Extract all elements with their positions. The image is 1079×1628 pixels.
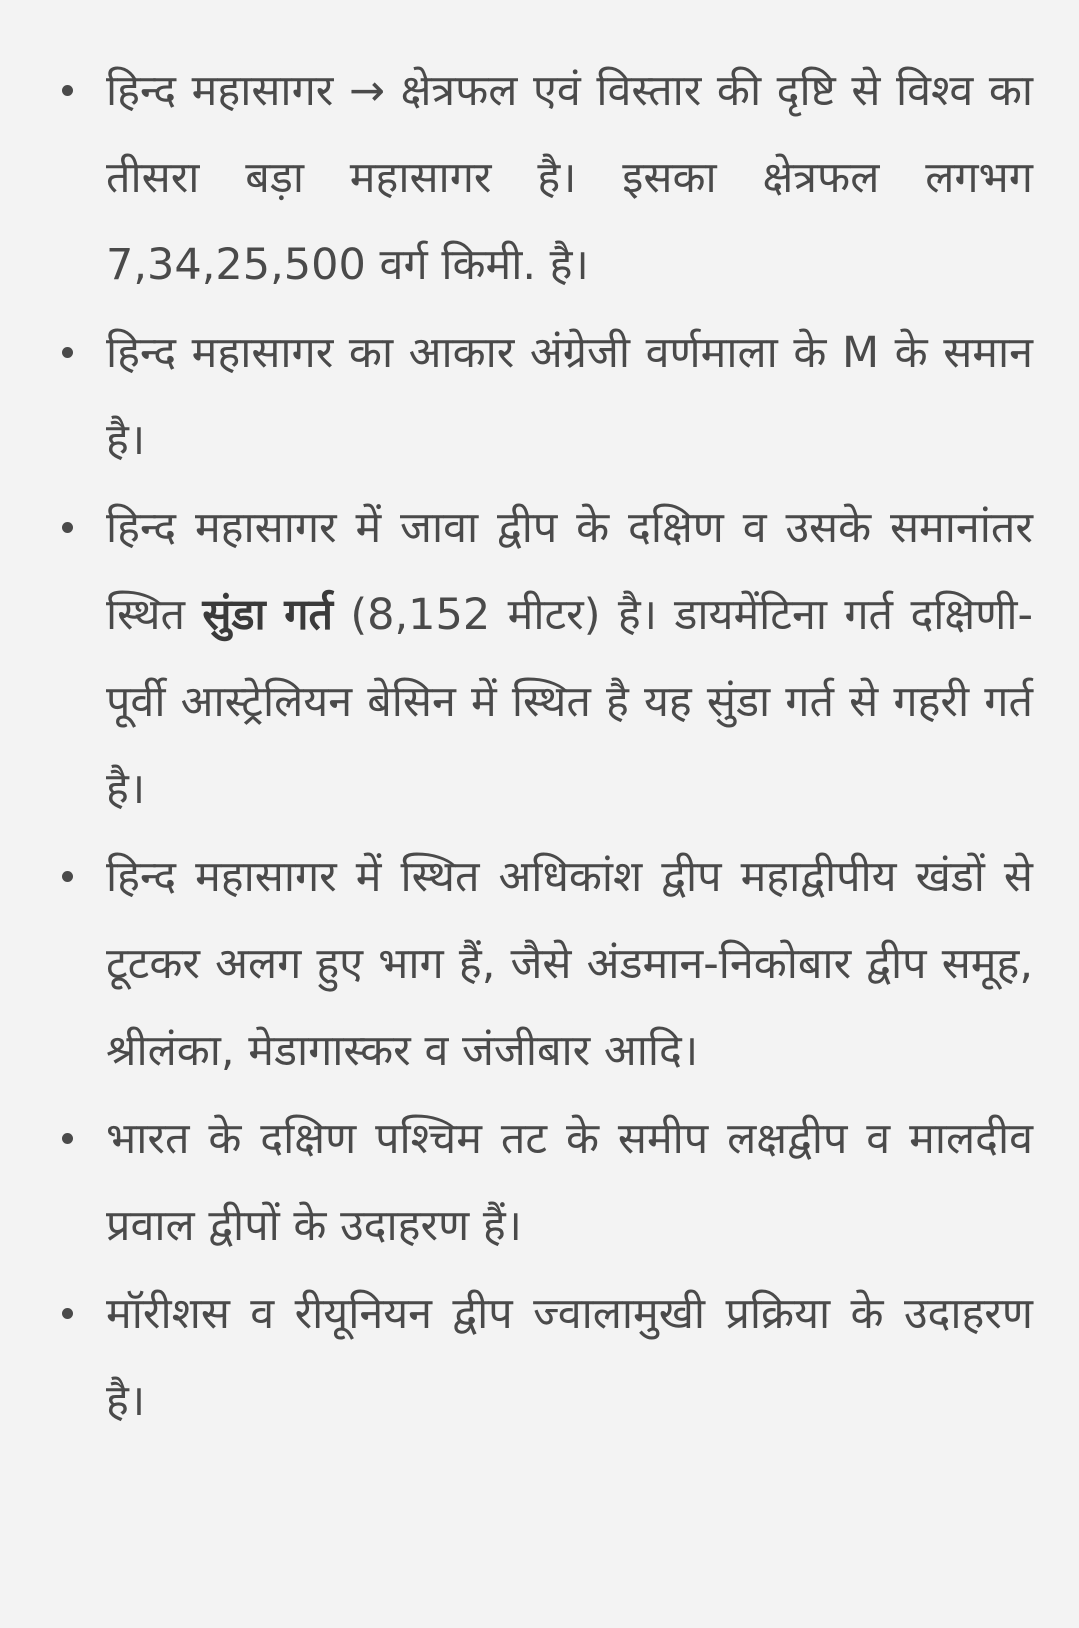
list-item-continental-islands bbox=[58, 834, 1033, 1095]
list-item-text: हिन्द महासागर में स्थित अधिकांश द्वीप महाद्वीपीय खंडों से टूटकर अलग हुए भाग हैं, जैसे अंडमान-निकोबार द्वीप समूह, श्रीलंका, मेडागास्कर व जंजीबार आदि। bbox=[106, 852, 1033, 1076]
bullet-dot-icon bbox=[62, 85, 73, 96]
list-item-bold-term: सुंडा गर्त bbox=[202, 590, 333, 640]
bullet-dot-icon bbox=[62, 1133, 73, 1144]
list-item-volcanic-islands bbox=[58, 1271, 1033, 1445]
list-item-sunda-trench bbox=[58, 485, 1033, 833]
list-item-text: हिन्द महासागर का आकार अंग्रेजी वर्णमाला के M के समान है। bbox=[106, 328, 1033, 465]
list-item-text-post: (8,152 मीटर) है। डायमेंटिना गर्त दक्षिणी-पूर्वी आस्ट्रेलियन बेसिन में स्थित है यह सुंडा गर्त से गहरी गर्त है। bbox=[106, 590, 1033, 814]
list-item-text: हिन्द महासागर → क्षेत्रफल एवं विस्तार की दृष्टि से विश्व का तीसरा बड़ा महासागर है। इसका क्षेत्रफल लगभग 7,34,25,500 वर्ग किमी. है। bbox=[106, 66, 1033, 290]
list-item-text: भारत के दक्षिण पश्चिम तट के समीप लक्षद्वीप व मालदीव प्रवाल द्वीपों के उदाहरण हैं। bbox=[106, 1114, 1033, 1251]
list-item-ocean-shape bbox=[58, 310, 1033, 484]
list-item-text-pre: हिन्द महासागर में जावा द्वीप के दक्षिण व उसके समानांतर स्थित bbox=[106, 503, 1033, 640]
list-item-coral-islands bbox=[58, 1096, 1033, 1270]
bullet-list bbox=[58, 48, 1033, 1445]
bullet-dot-icon bbox=[62, 1308, 73, 1319]
list-item-text: मॉरीशस व रीयूनियन द्वीप ज्वालामुखी प्रक्रिया के उदाहरण है। bbox=[106, 1289, 1033, 1426]
list-item-indian-ocean-area bbox=[58, 48, 1033, 309]
bullet-dot-icon bbox=[62, 871, 73, 882]
bullet-dot-icon bbox=[62, 347, 73, 358]
bullet-dot-icon bbox=[62, 522, 73, 533]
